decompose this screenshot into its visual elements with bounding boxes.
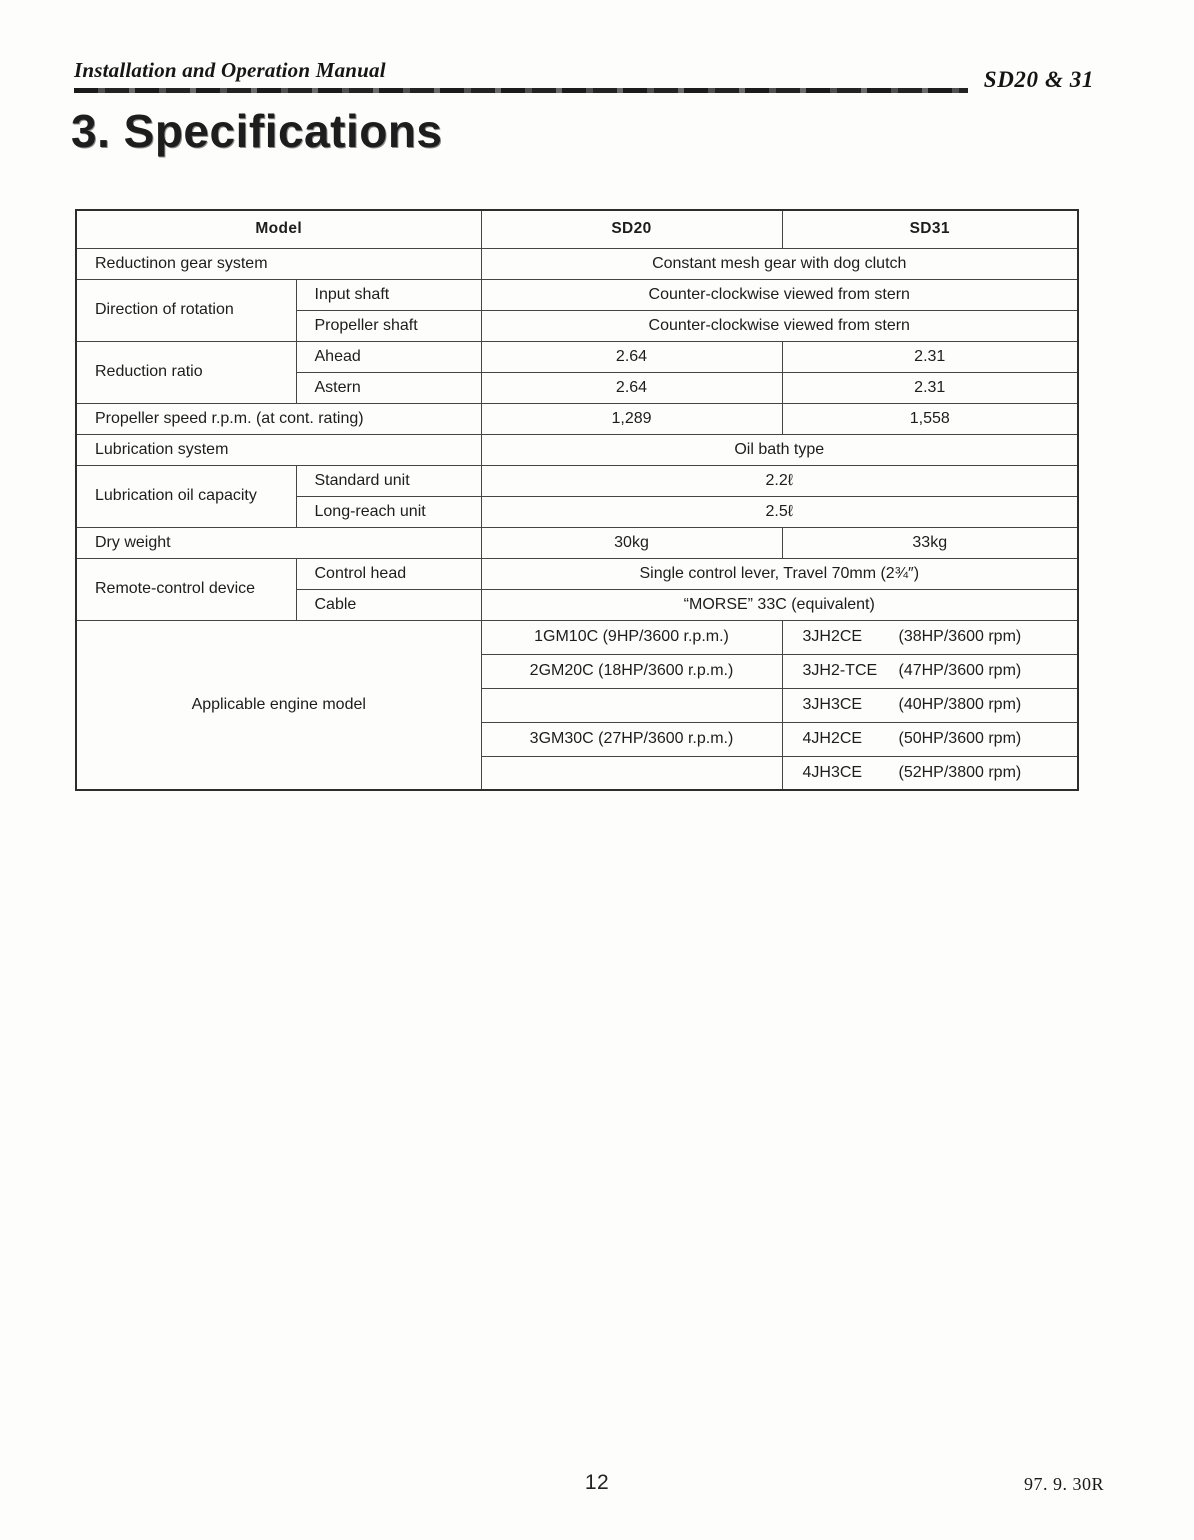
sub-label-cable: Cable: [296, 589, 481, 620]
reduction-gear-value: Constant mesh gear with dog clutch: [481, 248, 1078, 279]
dry-weight-sd20: 30kg: [481, 527, 782, 558]
sub-label-standard-unit: Standard unit: [296, 465, 481, 496]
propeller-shaft-value: Counter-clockwise viewed from stern: [481, 310, 1078, 341]
engine-sd31-cell: [782, 688, 1078, 722]
ratio-ahead-sd31: 2.31: [782, 341, 1078, 372]
oil-longreach-value: 2.5ℓ: [481, 496, 1078, 527]
row-label-reduction-gear: Reductinon gear system: [76, 248, 481, 279]
col-header-sd20: SD20: [481, 210, 782, 248]
oil-standard-value: 2.2ℓ: [481, 465, 1078, 496]
sub-label-control-head: Control head: [296, 558, 481, 589]
engine-sd31-model: 3JH2CE: [802, 628, 863, 645]
input-shaft-value: Counter-clockwise viewed from stern: [481, 279, 1078, 310]
table-row-lubrication-system: [76, 434, 1078, 465]
engine-sd20-cell: [481, 688, 782, 722]
engine-sd31-model: 3JH3CE: [802, 696, 863, 713]
row-label-lubrication-oil-capacity: Lubrication oil capacity: [76, 465, 296, 527]
engine-sd31-spec: (50HP/3600 rpm): [898, 730, 1022, 747]
table-row-control-head: [76, 558, 1078, 589]
dry-weight-sd31: 33kg: [782, 527, 1078, 558]
engine-sd31-model: 3JH2-TCE: [802, 662, 878, 679]
section-title: 3. Specifications: [71, 105, 443, 157]
row-label-reduction-ratio: Reduction ratio: [76, 341, 296, 403]
engine-sd31-spec: (47HP/3600 rpm): [898, 662, 1022, 679]
sub-label-ahead: Ahead: [296, 341, 481, 372]
table-row-ratio-ahead: [76, 341, 1078, 372]
engine-sd20-cell: 1GM10C (9HP/3600 r.p.m.): [481, 620, 782, 654]
table-row-header: [76, 210, 1078, 248]
propeller-speed-sd31: 1,558: [782, 403, 1078, 434]
cable-value: “MORSE” 33C (equivalent): [481, 589, 1078, 620]
running-header-title: Installation and Operation Manual: [74, 58, 386, 82]
engine-sd31-cell: [782, 620, 1078, 654]
table-row-direction-input: [76, 279, 1078, 310]
row-label-dry-weight: Dry weight: [76, 527, 481, 558]
ratio-astern-sd31: 2.31: [782, 372, 1078, 403]
header-rule: [74, 88, 968, 93]
table-row-dry-weight: [76, 527, 1078, 558]
engine-sd31-spec: (52HP/3800 rpm): [898, 763, 1022, 781]
revision-code: 97. 9. 30R: [1023, 1474, 1104, 1494]
ratio-astern-sd20: 2.64: [481, 372, 782, 403]
lubrication-system-value: Oil bath type: [481, 434, 1078, 465]
row-label-lubrication-system: Lubrication system: [76, 434, 481, 465]
specifications-table: [75, 209, 1079, 791]
sub-label-long-reach-unit: Long-reach unit: [296, 496, 481, 527]
engine-sd31-model: 4JH2CE: [802, 730, 863, 747]
col-header-model: Model: [76, 210, 481, 248]
header-model-ref: SD20 & 31: [983, 67, 1094, 92]
engine-sd31-cell: [782, 654, 1078, 688]
control-head-value: Single control lever, Travel 70mm (2¾″): [481, 558, 1078, 589]
ratio-ahead-sd20: 2.64: [481, 341, 782, 372]
engine-sd20-cell: 2GM20C (18HP/3600 r.p.m.): [481, 654, 782, 688]
engine-sd20-cell: [481, 756, 782, 790]
engine-sd20-cell: 3GM30C (27HP/3600 r.p.m.): [481, 722, 782, 756]
engine-sd31-spec: (38HP/3600 rpm): [898, 628, 1022, 645]
table-row-reduction-gear: [76, 248, 1078, 279]
table-row-oil-standard: [76, 465, 1078, 496]
propeller-speed-sd20: 1,289: [481, 403, 782, 434]
sub-label-input-shaft: Input shaft: [296, 279, 481, 310]
row-label-remote-control: Remote-control device: [76, 558, 296, 620]
engine-sd31-cell: [782, 722, 1078, 756]
table-row-engine-1: [76, 620, 1078, 654]
engine-sd31-spec: (40HP/3800 rpm): [898, 696, 1022, 713]
row-label-propeller-speed: Propeller speed r.p.m. (at cont. rating): [76, 403, 481, 434]
sub-label-astern: Astern: [296, 372, 481, 403]
engine-sd31-cell: [782, 756, 1078, 790]
page-number: 12: [584, 1471, 610, 1494]
table-row-propeller-speed: [76, 403, 1078, 434]
row-label-applicable-engine-model: Applicable engine model: [76, 620, 481, 790]
engine-sd31-model: 4JH3CE: [802, 763, 863, 781]
col-header-sd31: SD31: [782, 210, 1078, 248]
sub-label-propeller-shaft: Propeller shaft: [296, 310, 481, 341]
row-label-direction-of-rotation: Direction of rotation: [76, 279, 296, 341]
